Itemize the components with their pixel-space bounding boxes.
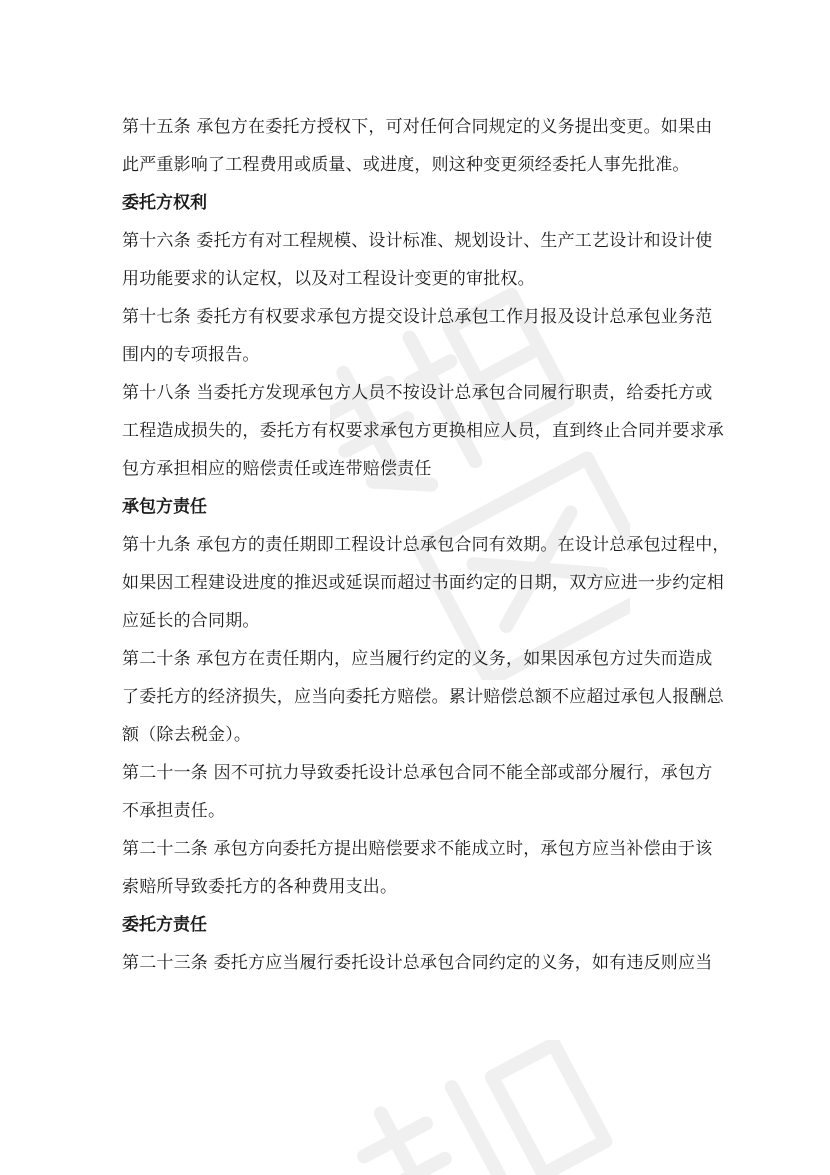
text-line: 应延长的合同期。 [122,611,260,631]
text-line: 第十七条 委托方有权要求承包方提交设计总承包工作月报及设计总承包业务范 [122,307,713,327]
text-line: 第二十条 承包方在责任期内，应当履行约定的义务，如果因承包方过失而造成 [122,649,713,669]
article-paragraph [122,640,722,754]
text-line: 第二十三条 委托方应当履行委托设计总承包合同约定的义务，如有违反则应当 [122,953,713,973]
text-line: 工程造成损失的，委托方有权要求承包方更换相应人员，直到终止合同并要求承 [122,421,724,441]
article-paragraph [122,222,722,298]
article-paragraph [122,298,722,374]
section-heading: 承包方责任 [122,497,207,517]
text-line: 用功能要求的认定权，以及对工程设计变更的审批权。 [122,269,535,289]
text-line: 第十八条 当委托方发现承包方人员不按设计总承包合同履行职责，给委托方或 [122,383,713,403]
document-body [122,108,730,982]
article-paragraph [122,944,722,982]
text-line: 第二十一条 因不可抗力导致委托设计总承包合同不能全部或部分履行，承包方 [122,763,713,783]
text-line: 此严重影响了工程费用或质量、或进度，则这种变更须经委托人事先批准。 [122,155,690,175]
text-line: 第十五条 承包方在委托方授权下，可对任何合同规定的义务提出变更。如果由 [122,117,713,137]
text-line: 第二十二条 承包方向委托方提出赔偿要求不能成立时，承包方应当补偿由于该 [122,839,713,859]
section-heading: 委托方责任 [122,915,207,935]
text-line: 包方承担相应的赔偿责任或连带赔偿责任 [122,459,432,479]
text-line: 第十六条 委托方有对工程规模、设计标准、规划设计、生产工艺设计和设计使 [122,231,713,251]
article-paragraph [122,830,722,906]
text-line: 额（除去税金）。 [122,725,252,745]
article-paragraph [122,374,722,488]
article-paragraph [122,526,730,640]
text-line: 第十九条 承包方的责任期即工程设计总承包合同有效期。在设计总承包过程中， [122,535,730,555]
text-line: 索赔所导致委托方的各种费用支出。 [122,877,398,897]
text-line: 不承担责任。 [122,801,226,821]
article-paragraph [122,108,722,184]
section-heading: 委托方权利 [122,193,207,213]
text-line: 围内的专项报告。 [122,345,260,365]
article-paragraph [122,754,722,830]
text-line: 了委托方的经济损失，应当向委托方赔偿。累计赔偿总额不应超过承包人报酬总 [122,687,724,707]
watermark-graphic-lower [330,1040,630,1175]
text-line: 如果因工程建设进度的推迟或延误而超过书面约定的日期，双方应进一步约定相 [122,573,724,593]
